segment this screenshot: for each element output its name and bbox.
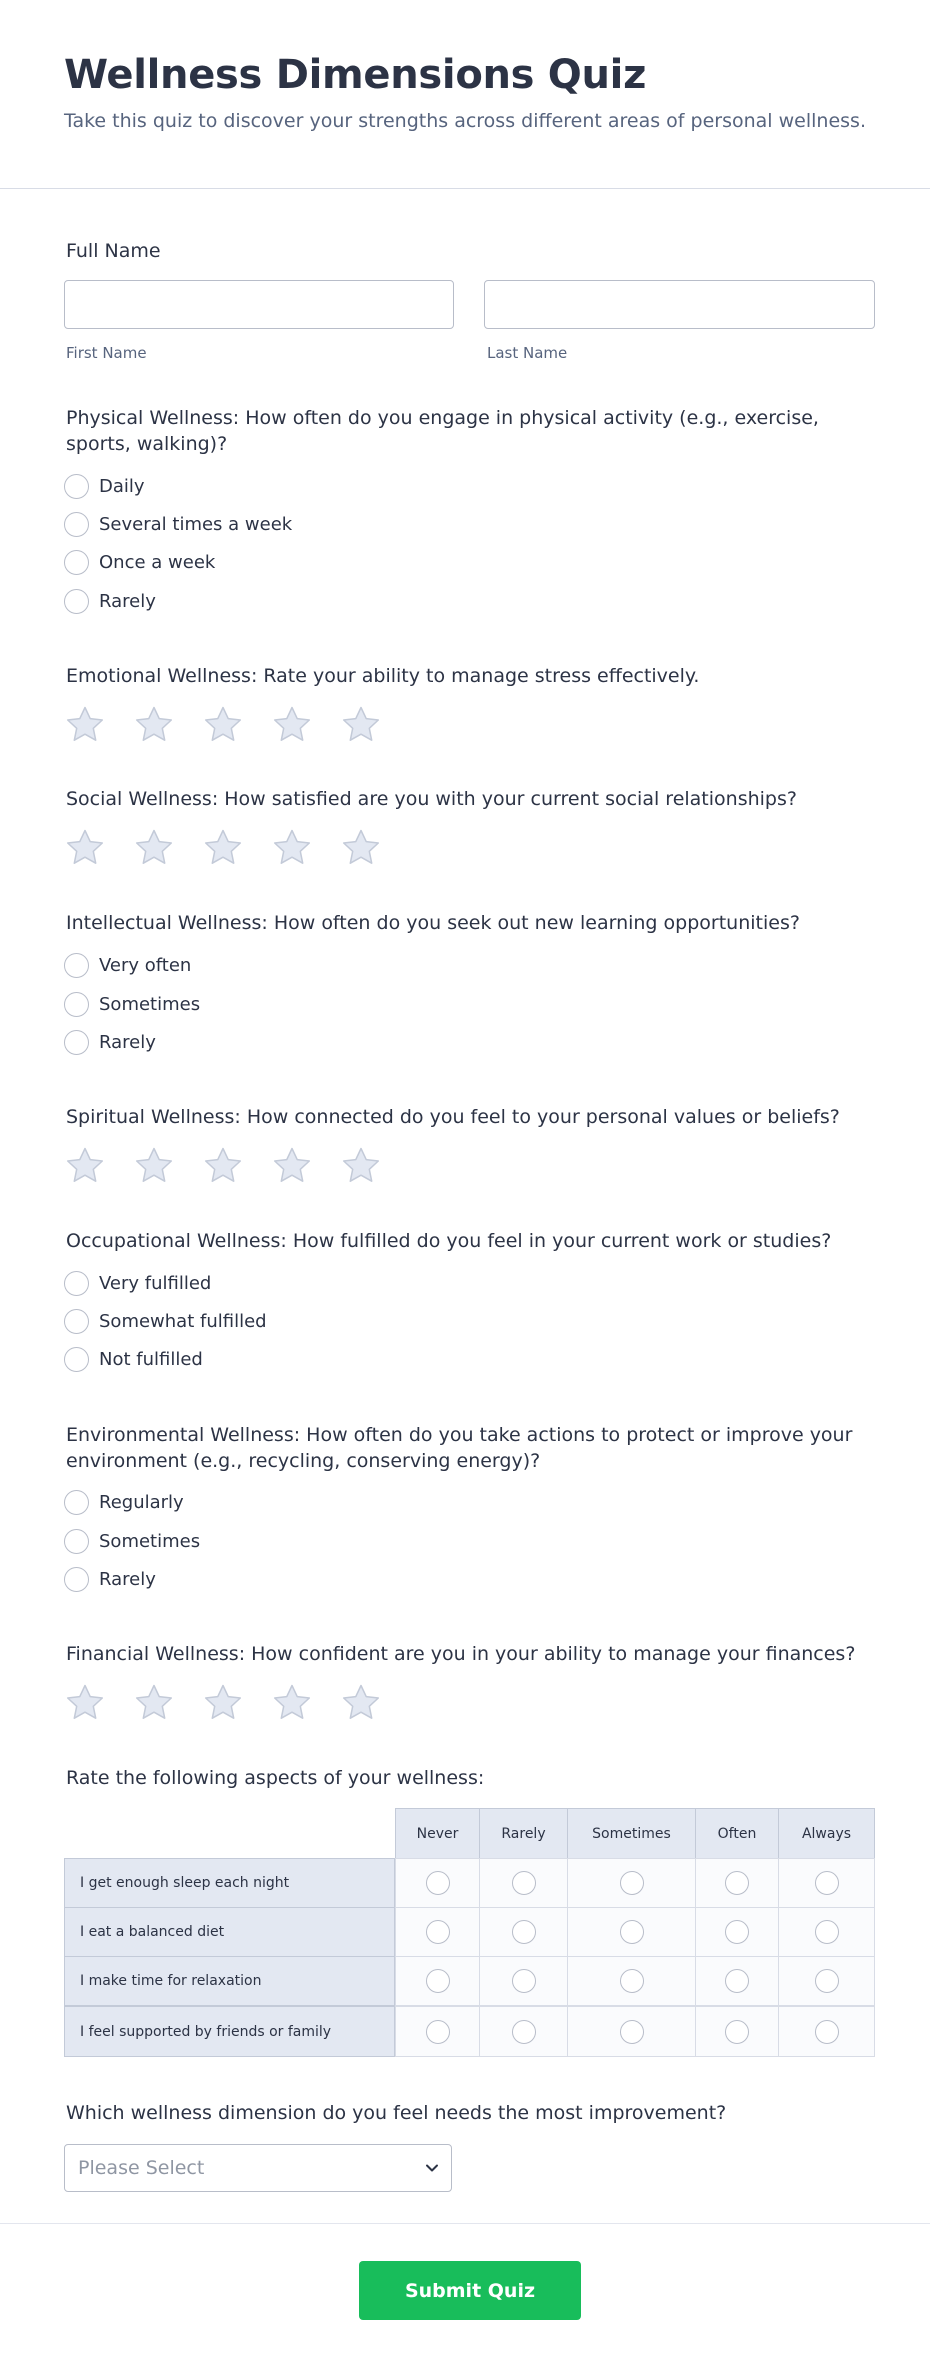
- star-icon[interactable]: [340, 827, 382, 869]
- matrix-radio-button[interactable]: [512, 1871, 536, 1895]
- star-icon[interactable]: [271, 1682, 313, 1724]
- matrix-row-diet: I eat a balanced diet: [64, 1907, 395, 1957]
- star-icon[interactable]: [64, 827, 106, 869]
- radio-button[interactable]: [64, 1309, 89, 1334]
- radio-button[interactable]: [64, 1567, 89, 1592]
- option-label: Regularly: [99, 1491, 184, 1513]
- emotional-star-rating[interactable]: [64, 704, 409, 746]
- improvement-question: Which wellness dimension do you feel needs the most improvement?: [66, 2102, 727, 2124]
- first-name-input[interactable]: [64, 280, 454, 329]
- footer-divider: [0, 2223, 930, 2224]
- matrix-cell: [567, 1907, 696, 1957]
- star-icon[interactable]: [271, 827, 313, 869]
- matrix-radio-button[interactable]: [426, 2020, 450, 2044]
- star-icon[interactable]: [202, 827, 244, 869]
- radio-button[interactable]: [64, 1490, 89, 1515]
- matrix-radio-button[interactable]: [815, 2020, 839, 2044]
- matrix-radio-button[interactable]: [512, 1969, 536, 1993]
- social-wellness-question: Social Wellness: How satisfied are you with your current social relationships?: [66, 788, 797, 810]
- radio-button[interactable]: [64, 1529, 89, 1554]
- option-label: Daily: [99, 475, 145, 497]
- physical-option-rarely[interactable]: [64, 588, 156, 614]
- star-icon[interactable]: [271, 704, 313, 746]
- matrix-cell: [778, 1858, 875, 1908]
- radio-button[interactable]: [64, 1030, 89, 1055]
- first-name-sublabel: First Name: [66, 344, 147, 362]
- matrix-cell: [695, 1956, 779, 2006]
- option-label: Sometimes: [99, 1530, 201, 1552]
- last-name-input[interactable]: [484, 280, 875, 329]
- select-placeholder: Please Select: [78, 2157, 205, 2179]
- matrix-cell: [567, 1956, 696, 2006]
- radio-button[interactable]: [64, 1271, 89, 1296]
- radio-button[interactable]: [64, 1347, 89, 1372]
- wellness-matrix: [64, 1808, 875, 2057]
- occupational-option-very-fulfilled[interactable]: [64, 1270, 211, 1296]
- full-name-label: Full Name: [66, 240, 161, 262]
- environmental-option-rarely[interactable]: [64, 1566, 156, 1592]
- matrix-radio-button[interactable]: [725, 1871, 749, 1895]
- star-icon[interactable]: [64, 704, 106, 746]
- occupational-option-not-fulfilled[interactable]: [64, 1346, 203, 1372]
- submit-button[interactable]: Submit Quiz: [359, 2261, 581, 2320]
- intellectual-option-sometimes[interactable]: [64, 991, 200, 1017]
- emotional-wellness-question: Emotional Wellness: Rate your ability to manage stress effectively.: [66, 665, 700, 687]
- option-label: Somewhat fulfilled: [99, 1310, 267, 1332]
- matrix-radio-button[interactable]: [426, 1920, 450, 1944]
- star-icon[interactable]: [271, 1145, 313, 1187]
- radio-button[interactable]: [64, 589, 89, 614]
- option-label: Sometimes: [99, 993, 201, 1015]
- financial-star-rating[interactable]: [64, 1682, 409, 1724]
- option-label: Several times a week: [99, 513, 293, 535]
- radio-button[interactable]: [64, 992, 89, 1017]
- intellectual-wellness-question: Intellectual Wellness: How often do you seek out new learning opportunities?: [66, 912, 800, 934]
- star-icon[interactable]: [133, 1682, 175, 1724]
- physical-wellness-question: Physical Wellness: How often do you engage in physical activity (e.g., exercise, sports, walking)?: [66, 407, 819, 455]
- improvement-select[interactable]: [64, 2144, 452, 2192]
- matrix-cell: [395, 2006, 480, 2057]
- star-icon[interactable]: [340, 1145, 382, 1187]
- star-icon[interactable]: [202, 1682, 244, 1724]
- intellectual-option-rarely[interactable]: [64, 1029, 156, 1055]
- matrix-radio-button[interactable]: [620, 2020, 644, 2044]
- matrix-radio-button[interactable]: [815, 1969, 839, 1993]
- matrix-col-often: Often: [695, 1808, 779, 1859]
- matrix-question: Rate the following aspects of your wellness:: [66, 1767, 485, 1789]
- financial-wellness-question: Financial Wellness: How confident are you in your ability to manage your finances?: [66, 1643, 856, 1665]
- matrix-cell: [479, 1907, 568, 1957]
- star-icon[interactable]: [340, 1682, 382, 1724]
- star-icon[interactable]: [64, 1682, 106, 1724]
- page-subtitle: Take this quiz to discover your strengths across different areas of personal wellness.: [64, 110, 866, 132]
- option-label: Very fulfilled: [99, 1272, 212, 1294]
- matrix-radio-button[interactable]: [620, 1920, 644, 1944]
- matrix-cell: [778, 1907, 875, 1957]
- matrix-cell: [479, 1956, 568, 2006]
- matrix-radio-button[interactable]: [512, 1920, 536, 1944]
- option-label: Rarely: [99, 1568, 156, 1590]
- matrix-cell: [567, 2006, 696, 2057]
- option-label: Rarely: [99, 1031, 156, 1053]
- environmental-option-regularly[interactable]: [64, 1489, 184, 1515]
- matrix-col-never: Never: [395, 1808, 480, 1859]
- matrix-cell: [395, 1956, 480, 2006]
- option-label: Rarely: [99, 590, 156, 612]
- spiritual-star-rating[interactable]: [64, 1145, 409, 1187]
- radio-button[interactable]: [64, 550, 89, 575]
- radio-button[interactable]: [64, 953, 89, 978]
- physical-option-daily[interactable]: [64, 473, 145, 499]
- matrix-radio-button[interactable]: [512, 2020, 536, 2044]
- matrix-cell: [395, 1907, 480, 1957]
- star-icon[interactable]: [64, 1145, 106, 1187]
- matrix-radio-button[interactable]: [725, 1969, 749, 1993]
- option-label: Very often: [99, 954, 192, 976]
- page-title: Wellness Dimensions Quiz: [64, 52, 647, 98]
- physical-option-once-a-week[interactable]: [64, 549, 215, 575]
- matrix-cell: [695, 1858, 779, 1908]
- matrix-radio-button[interactable]: [815, 1871, 839, 1895]
- matrix-cell: [778, 2006, 875, 2057]
- matrix-radio-button[interactable]: [426, 1871, 450, 1895]
- matrix-cell: [479, 2006, 568, 2057]
- matrix-radio-button[interactable]: [426, 1969, 450, 1993]
- star-icon[interactable]: [133, 704, 175, 746]
- matrix-cell: [479, 1858, 568, 1908]
- star-icon[interactable]: [133, 827, 175, 869]
- matrix-radio-button[interactable]: [725, 2020, 749, 2044]
- star-icon[interactable]: [202, 704, 244, 746]
- environmental-wellness-question: Environmental Wellness: How often do you take actions to protect or improve your environment (e.g., recycling, conserving energy)?: [66, 1424, 853, 1472]
- matrix-radio-button[interactable]: [620, 1871, 644, 1895]
- radio-button[interactable]: [64, 474, 89, 499]
- matrix-radio-button[interactable]: [815, 1920, 839, 1944]
- option-label: Not fulfilled: [99, 1348, 203, 1370]
- matrix-row-support: I feel supported by friends or family: [64, 2006, 395, 2057]
- matrix-cell: [395, 1858, 480, 1908]
- form-header: [0, 0, 930, 189]
- physical-option-several-times[interactable]: [64, 511, 292, 537]
- matrix-col-sometimes: Sometimes: [567, 1808, 696, 1859]
- radio-button[interactable]: [64, 512, 89, 537]
- social-star-rating[interactable]: [64, 827, 409, 869]
- matrix-col-rarely: Rarely: [479, 1808, 568, 1859]
- occupational-option-somewhat-fulfilled[interactable]: [64, 1308, 267, 1334]
- chevron-down-icon: [423, 2159, 441, 2177]
- matrix-row-relaxation: I make time for relaxation: [64, 1956, 395, 2006]
- matrix-col-always: Always: [778, 1808, 875, 1859]
- star-icon[interactable]: [133, 1145, 175, 1187]
- last-name-sublabel: Last Name: [487, 344, 568, 362]
- matrix-radio-button[interactable]: [620, 1969, 644, 1993]
- matrix-cell: [778, 1956, 875, 2006]
- intellectual-option-very-often[interactable]: [64, 952, 191, 978]
- star-icon[interactable]: [340, 704, 382, 746]
- occupational-wellness-question: Occupational Wellness: How fulfilled do you feel in your current work or studies?: [66, 1230, 832, 1252]
- matrix-radio-button[interactable]: [725, 1920, 749, 1944]
- matrix-cell: [567, 1858, 696, 1908]
- matrix-cell: [695, 1907, 779, 1957]
- option-label: Once a week: [99, 551, 216, 573]
- environmental-option-sometimes[interactable]: [64, 1528, 200, 1554]
- star-icon[interactable]: [202, 1145, 244, 1187]
- spiritual-wellness-question: Spiritual Wellness: How connected do you feel to your personal values or beliefs?: [66, 1106, 840, 1128]
- matrix-row-sleep: I get enough sleep each night: [64, 1858, 395, 1908]
- matrix-cell: [695, 2006, 779, 2057]
